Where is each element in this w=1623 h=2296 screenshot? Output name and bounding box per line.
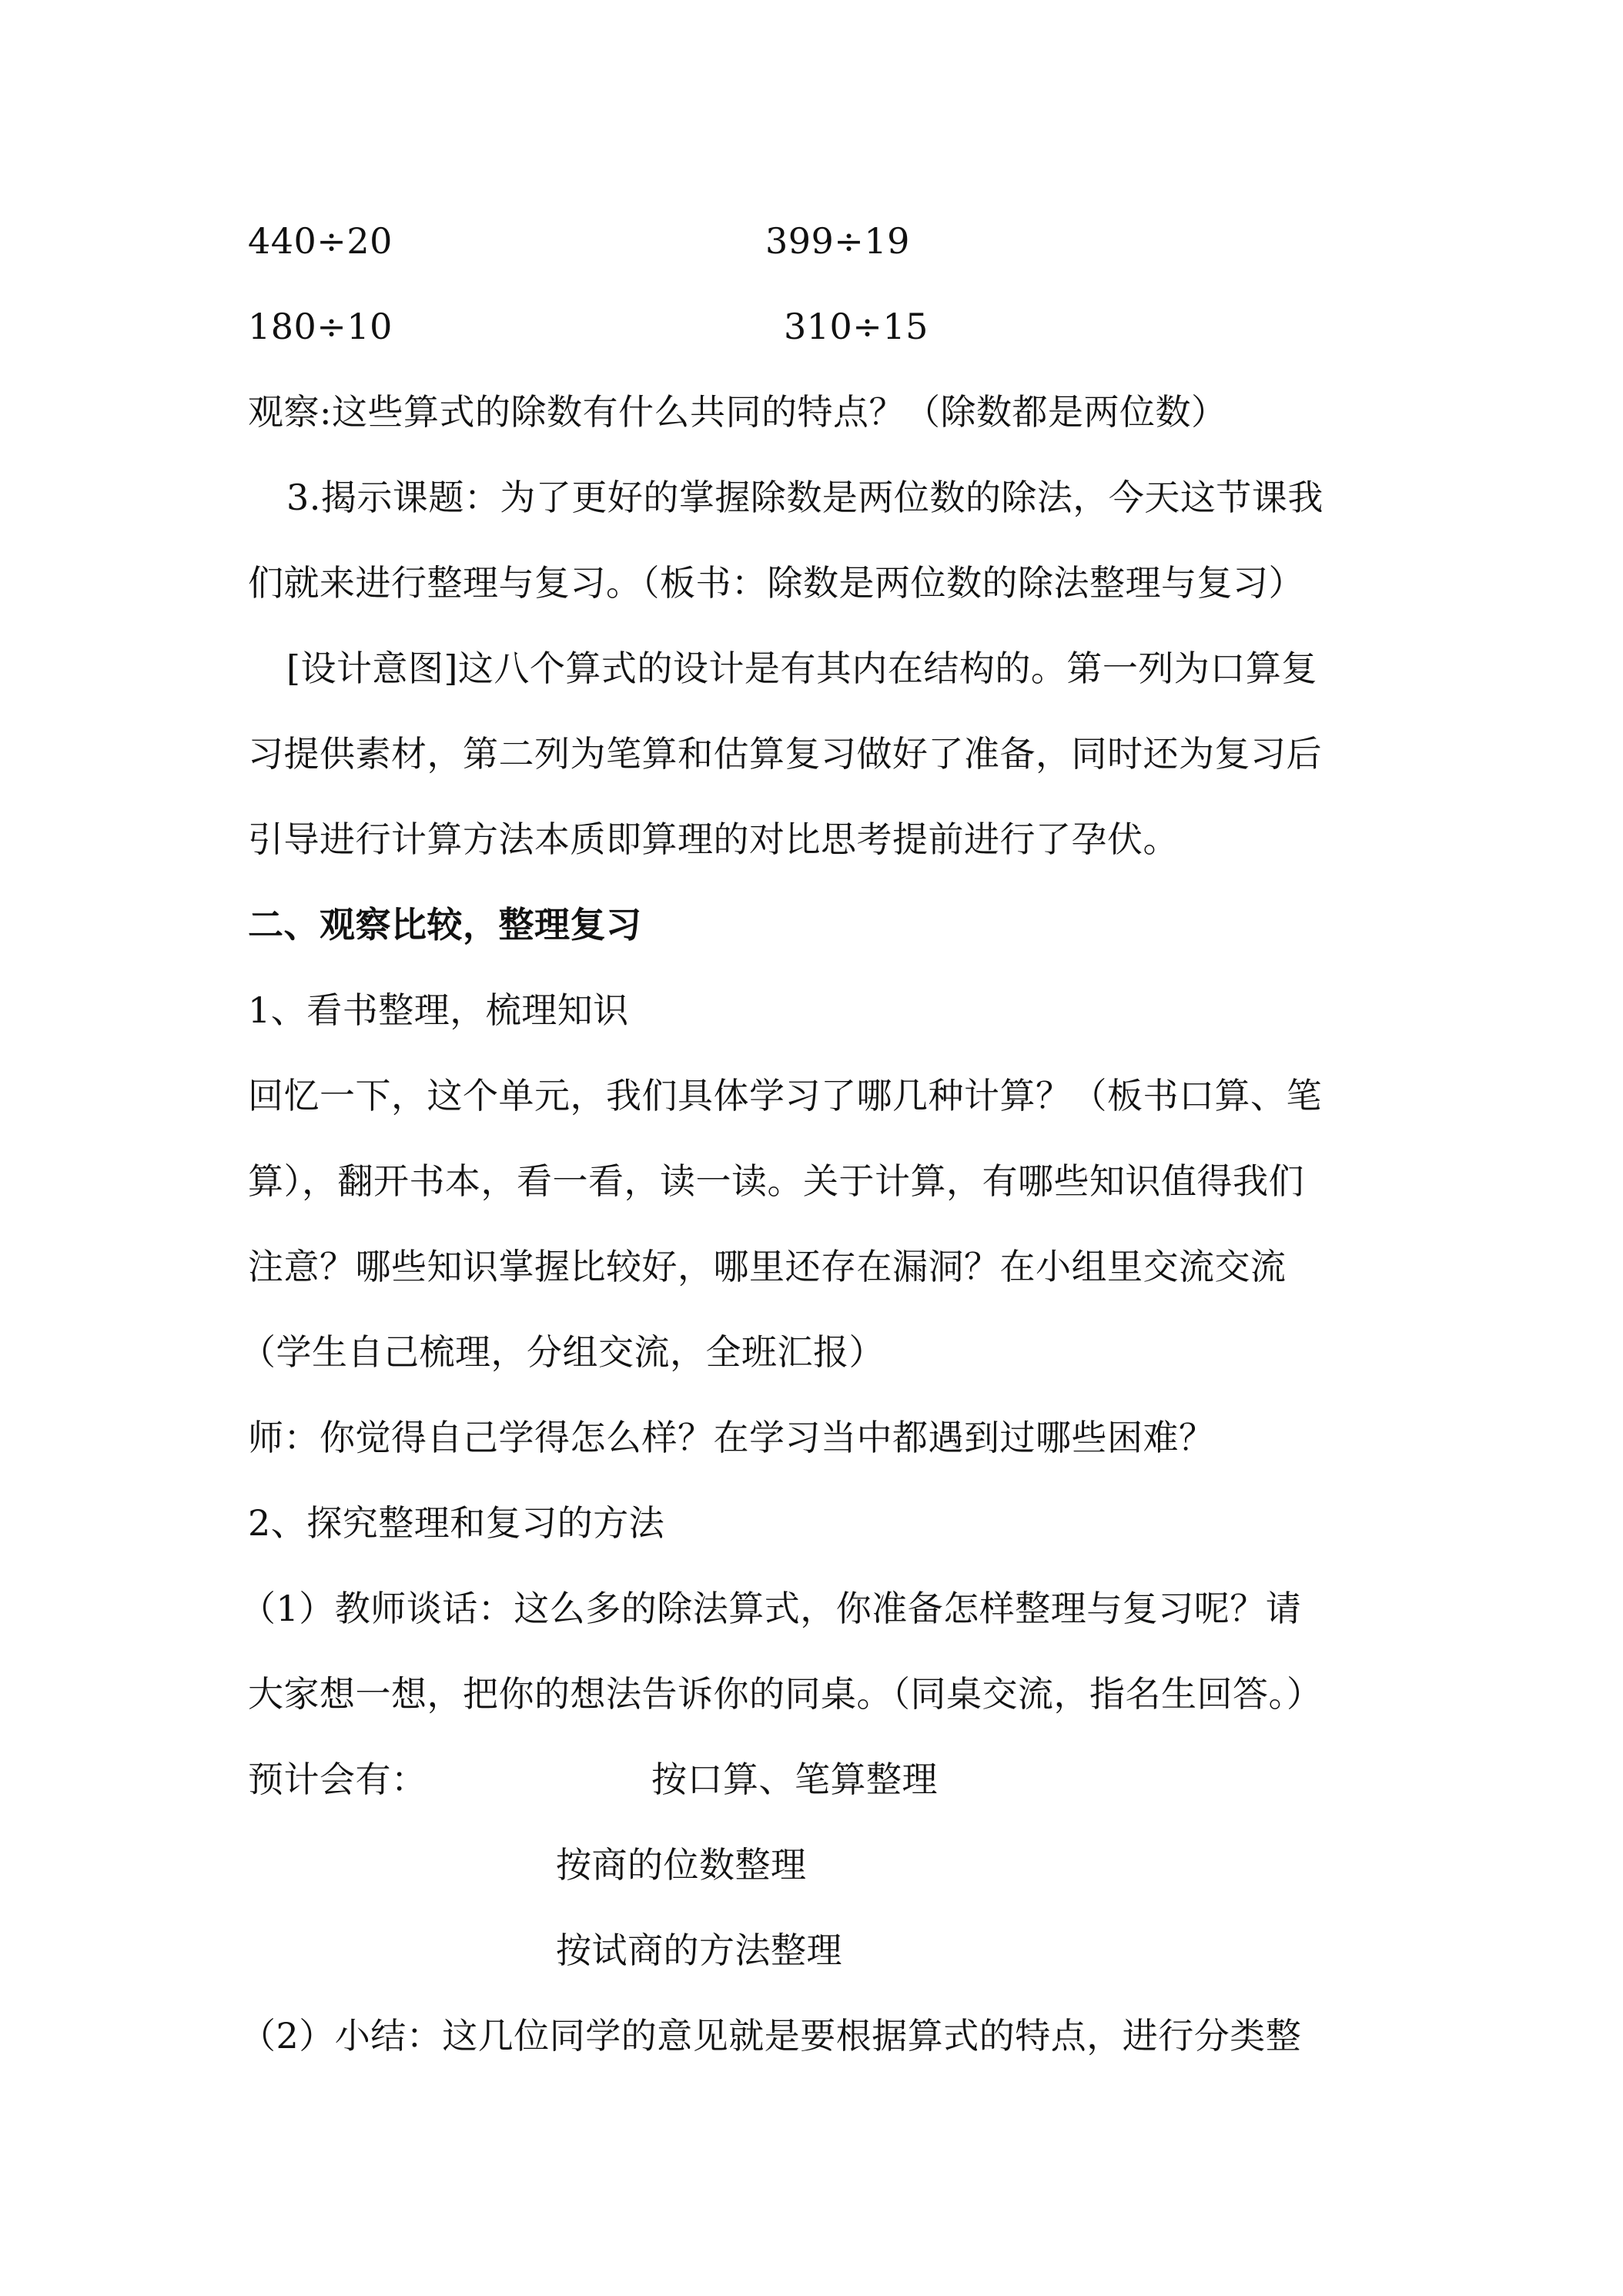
step-1-title: 1、看书整理，梳理知识 (248, 989, 629, 1031)
expect-label: 预计会有： (248, 1759, 427, 1800)
design-line-2: 习提供素材，第二列为笔算和估算复习做好了准备，同时还为复习后 (248, 733, 1322, 775)
teacher-question: 师：你觉得自己学得怎么样？在学习当中都遇到过哪些困难？ (248, 1417, 1215, 1458)
expect-item-3: 按试商的方法整理 (556, 1930, 842, 1971)
observe-paragraph: 观察:这些算式的除数有什么共同的特点？（除数都是两位数） (248, 391, 1227, 433)
recall-line-1: 回忆一下，这个单元，我们具体学习了哪几种计算？（板书口算、笔 (248, 1075, 1322, 1116)
talk-line-2: 大家想一想，把你的想法告诉你的同桌。（同桌交流，指名生回答。） (248, 1673, 1323, 1715)
reveal-line-1: 3.揭示课题：为了更好的掌握除数是两位数的除法，今天这节课我 (286, 477, 1323, 518)
expect-row (248, 1756, 938, 1802)
equation-row-2 (248, 303, 929, 350)
summary-line-1: （2）小结：这几位同学的意见就是要根据算式的特点，进行分类整 (240, 2015, 1302, 2057)
recall-line-2: 算），翻开书本，看一看，读一读。关于计算，有哪些知识值得我们 (248, 1160, 1304, 1202)
step-2-title: 2、探究整理和复习的方法 (248, 1502, 665, 1544)
expect-item-2: 按商的位数整理 (556, 1844, 807, 1886)
student-note: （学生自己梳理，分组交流，全班汇报） (240, 1331, 885, 1373)
equation-440-20: 440÷20 (248, 220, 393, 262)
design-line-1: [设计意图]这八个算式的设计是有其内在结构的。第一列为口算复 (286, 648, 1317, 689)
design-line-3: 引导进行计算方法本质即算理的对比思考提前进行了孕伏。 (248, 818, 1179, 860)
talk-line-1: （1）教师谈话：这么多的除法算式，你准备怎样整理与复习呢？请 (240, 1588, 1302, 1629)
section-heading: 二、观察比较，整理复习 (248, 904, 642, 946)
equation-row-1 (248, 218, 910, 264)
recall-line-3: 注意？哪些知识掌握比较好，哪里还存在漏洞？在小组里交流交流 (248, 1246, 1287, 1287)
expect-item-1: 按口算、笔算整理 (651, 1759, 938, 1800)
equation-399-19: 399÷19 (765, 220, 910, 262)
equation-310-15: 310÷15 (784, 306, 929, 347)
reveal-line-2: 们就来进行整理与复习。（板书：除数是两位数的除法整理与复习） (248, 562, 1304, 604)
equation-180-10: 180÷10 (248, 306, 393, 347)
